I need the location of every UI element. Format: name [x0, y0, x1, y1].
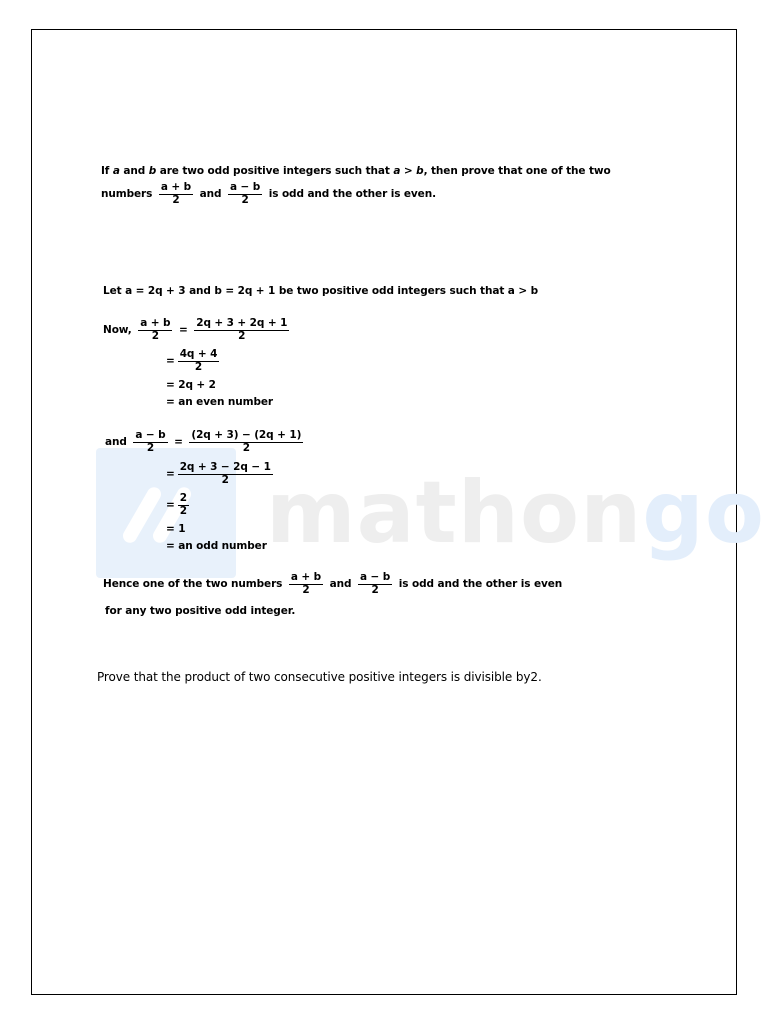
solution-and-step3: = 1 — [166, 523, 186, 535]
fraction: $\frac{2q + 3 - 2q - 1}{2}$ — [179, 461, 271, 486]
question1-line1: If a and b are two odd positive integers such that a > b, then prove that one of the two — [101, 165, 611, 177]
solution-and-line: and $\frac{a - b}{2}$ = $\frac{(2q + 3) - (2q + 1)}{2}$ — [105, 429, 302, 454]
watermark-text: mathongo — [266, 463, 765, 563]
solution-let-line: Let a = 2q + 3 and b = 2q + 1 be two positive odd integers such that a > b — [103, 285, 539, 297]
solution-and-step1: = $\frac{2q + 3 - 2q - 1}{2}$ — [166, 461, 271, 486]
question1-line2: numbers $\frac{a + b}{2}$ and $\frac{a - b}{2}$ is odd and the other is even. — [101, 181, 436, 206]
fraction: $\frac{2}{2}$ — [179, 492, 187, 517]
solution-and-step4: = an odd number — [166, 540, 267, 552]
fraction: $\frac{4q + 4}{2}$ — [179, 348, 218, 373]
solution-hence-line: Hence one of the two numbers $\frac{a + b}{2}$ and $\frac{a - b}{2}$ is odd and the other is even — [103, 571, 563, 596]
fraction: $\frac{a - b}{2}$ — [135, 429, 166, 454]
solution-now-line: Now, $\frac{a + b}{2}$ = $\frac{2q + 3 + 2q + 1}{2}$ — [103, 317, 288, 342]
question2-text: Prove that the product of two consecutive positive integers is divisible by2. — [97, 670, 542, 684]
solution-step3: = an even number — [166, 396, 273, 408]
solution-step2: = 2q + 2 — [166, 379, 216, 391]
solution-hence-line2: for any two positive odd integer. — [105, 605, 296, 617]
solution-and-step2: = $\frac{2}{2}$ — [166, 492, 187, 517]
solution-step1: = $\frac{4q + 4}{2}$ — [166, 348, 218, 373]
fraction: $\frac{a - b}{2}$ — [360, 571, 391, 596]
fraction: $\frac{(2q + 3) - (2q + 1)}{2}$ — [191, 429, 302, 454]
fraction: $\frac{a + b}{2}$ — [290, 571, 322, 596]
fraction: $\frac{a + b}{2}$ — [140, 317, 171, 342]
fraction: $\frac{a + b}{2}$ — [160, 181, 192, 206]
fraction: $\frac{2q + 3 + 2q + 1}{2}$ — [196, 317, 288, 342]
fraction: $\frac{a - b}{2}$ — [229, 181, 261, 206]
